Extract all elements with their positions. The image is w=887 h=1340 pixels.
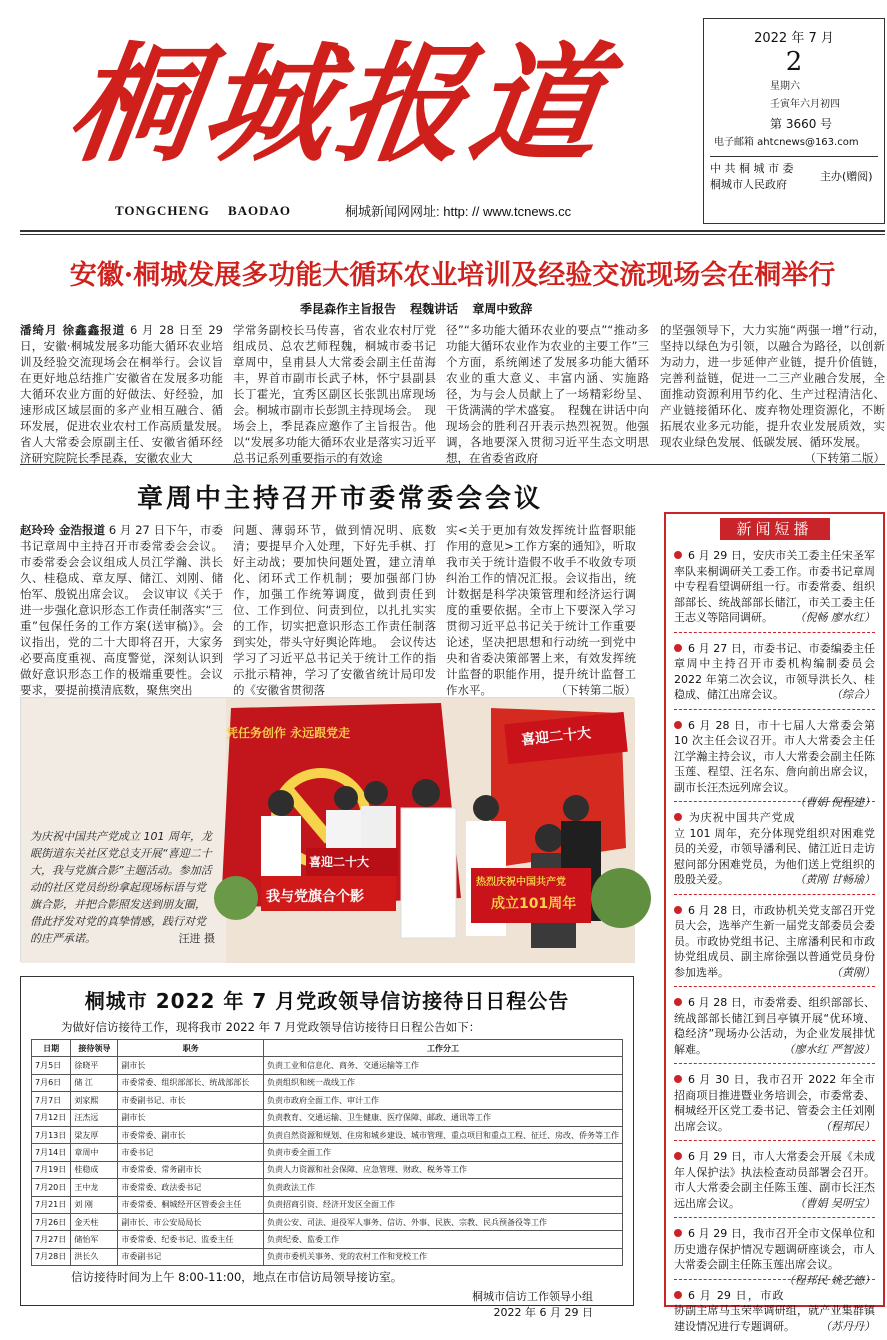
news-title: 新闻短播 (720, 518, 830, 540)
table-cell: 负责工业和信息化、商务、交通运输等工作 (264, 1057, 623, 1074)
table-cell: 负责教育、交通运输、卫生健康、医疗保障、邮政、通讯等工作 (264, 1109, 623, 1126)
issue-date: 2022 年 7 月 (710, 27, 878, 46)
table-cell: 7月13日 (32, 1126, 71, 1143)
table-cell: 徐晓平 (71, 1057, 118, 1074)
table-cell: 桂稳成 (71, 1161, 118, 1178)
bullet-icon (674, 721, 682, 729)
masthead-pinyin: TONGCHENG BAODAO (115, 203, 291, 219)
table-cell: 副市长 (118, 1109, 264, 1126)
table-cell: 负责人力资源和社会保障、应急管理、财政、税务等工作 (264, 1161, 623, 1178)
issue-lunar: 壬寅年六月初四 (770, 96, 878, 114)
table-cell: 负责自然资源和规划、住房和城乡建设、城市管理、重点项目和重点工程、征迁、房改、侨务等工作 (264, 1126, 623, 1143)
photo-credit: 汪进 摄 (179, 930, 216, 947)
table-row (32, 1231, 623, 1248)
table-cell: 市委常委、常务副市长 (118, 1161, 264, 1178)
bullet-icon (674, 644, 682, 652)
article1-subhead: 季昆森作主旨报告 程魏讲话 章周中致辞 (300, 300, 532, 317)
bullet-icon (674, 906, 682, 914)
bullet-icon (674, 551, 682, 559)
section-rule (20, 464, 885, 465)
article2-text3: 实<关于更加有效发挥统计监督职能作用的意见>工作方案的通知》，听取我市关于统计造假不收手不收敛专项纠治工作的情况汇报。会议指出，统计数据是科学决策管理和经济运行调度的重要依据。全市上下要深入学习贯彻习近平总书记关于统计工作重要论述，坚决把思想和行动统一到党中央和省委决策部署上来，有效发挥统计监督的职能作用，提升统计监督工作水平。 (446, 523, 636, 697)
news-item-text: 6 月 29 日，市人大常委会开展《未成年人保护法》执法检查动员部署会召开。市人大常委会副主任陈玉莲、副市长汪杰远出席会议。 (674, 1150, 875, 1210)
notice-sign-org: 桐城市信访工作领导小组 (31, 1289, 593, 1305)
table-header: 日期 (32, 1040, 71, 1057)
photo-sign2: 我与党旗合个影 (266, 886, 364, 906)
article2-col2: 问题、薄弱环节，做到情况明、底数清；要提早介入处理，下好先手棋、打好主动战；要加快问题处置，建立清单化、闭环式工作机制；要加强部门协作，加强工作统筹调度，做到责任到位、工作到位、问责到位，以扎扎实实的工作，切实把意识形态工作责任制落到实处，带头守好舆论阵地。 会议传达学习了习近平总书记关于统计工作的指示批示精神，学习了安徽省统计局印发的《安徽省贯彻落 (233, 522, 436, 698)
masthead-rule (20, 230, 885, 232)
news-item (674, 1149, 875, 1218)
table-header: 工作分工 (264, 1040, 623, 1057)
table-cell: 市委副书记 (118, 1248, 264, 1265)
photo-caption (30, 828, 215, 947)
table-cell: 梁友厚 (71, 1126, 118, 1143)
table-cell: 负责公安、司法、退役军人事务、信访、外事、民族、宗教、民兵预备役等工作 (264, 1213, 623, 1230)
article2-byline: 赵玲玲 金浩报道 (20, 523, 105, 537)
bullet-icon (674, 1229, 682, 1237)
table-cell: 储怡军 (71, 1231, 118, 1248)
notice-sign-date: 2022 年 6 月 29 日 (31, 1305, 593, 1321)
notice-footer: 信访接待时间为上午 8:00-11:00，地点在市信访局领导接访室。 (71, 1269, 623, 1285)
table-cell: 7月7日 (32, 1092, 71, 1109)
table-header-row (32, 1040, 623, 1057)
article2-col3 (446, 522, 636, 698)
table-cell: 负责市委机关事务、党的农村工作和党校工作 (264, 1248, 623, 1265)
table-cell: 7月19日 (32, 1161, 71, 1178)
publisher-line2: 桐城市人民政府 (710, 177, 820, 193)
table-row (32, 1057, 623, 1074)
table-row (32, 1144, 623, 1161)
photo-banner1: 凭任务创作 永远跟党走 (226, 726, 350, 741)
article2-headline: 章周中主持召开市委常委会会议 (20, 478, 660, 515)
news-item-source: （黄刚） (831, 965, 875, 981)
table-row (32, 1196, 623, 1213)
news-item (674, 810, 875, 895)
news-item-source: （倪畅 廖水红） (795, 610, 876, 626)
table-header: 接待领导 (71, 1040, 118, 1057)
table-cell: 负责市政府全面工作、审计工作 (264, 1092, 623, 1109)
news-item-source: （曹娟 倪程建） (795, 795, 876, 811)
news-item-source: （廖水红 严智波） (784, 1042, 876, 1058)
table-cell: 王中龙 (71, 1179, 118, 1196)
table-cell: 7月21日 (32, 1196, 71, 1213)
news-item (674, 718, 875, 803)
table-row (32, 1248, 623, 1265)
news-item-text: 6 月 29 日，市政协副主席马玉荣率调研组，就产业集群镇建设情况进行专题调研。 (674, 1289, 875, 1333)
bullet-icon (674, 998, 682, 1006)
article1-byline: 潘绮月 徐鑫鑫报道 (20, 323, 125, 337)
publisher-line1: 中 共 桐 城 市 委 (710, 161, 820, 177)
table-cell: 市委常委、桐城经开区管委会主任 (118, 1196, 264, 1213)
news-item-source: （程邦民） (820, 1119, 875, 1135)
table-header: 职务 (118, 1040, 264, 1057)
bullet-icon (674, 813, 682, 821)
table-cell: 副市长 (118, 1057, 264, 1074)
table-cell: 7月6日 (32, 1074, 71, 1091)
article1-col1 (20, 322, 223, 466)
table-cell: 7月27日 (32, 1231, 71, 1248)
table-row (32, 1161, 623, 1178)
table-cell: 金天柱 (71, 1213, 118, 1230)
issue-info-box (703, 18, 885, 224)
news-item (674, 995, 875, 1064)
table-cell: 市委副书记、市长 (118, 1092, 264, 1109)
table-cell: 洪长久 (71, 1248, 118, 1265)
article2-col1 (20, 522, 223, 698)
news-item (674, 903, 875, 988)
news-item-text: 6 月 29 日，安庆市关工委主任宋圣军率队来桐调研关工委工作。市委书记章周中专程看望调研组一行。市委常委、组织部部长、统战部部长储江，市关工委主任王志义等陪同调研。 (674, 549, 875, 624)
masthead-title: 桐城报道 (58, 18, 643, 193)
news-item-text: 6 月 28 日，市十七届人大常委会第 10 次主任会议召开。市人大常委会主任江学瀚主持会议，市人大常委会副主任陈玉莲、程望、汪名东、詹向前出席会议，副市长汪杰远列席会议。 (674, 719, 875, 794)
table-cell: 汪杰远 (71, 1109, 118, 1126)
news-item-text: 6 月 28 日，市委常委、组织部部长、统战部部长储江到吕亭镇开展“优环境、稳经济”现场办公活动，为企业发展排忧解难。 (674, 996, 875, 1056)
table-cell: 负责市委全面工作 (264, 1144, 623, 1161)
article1-text4: 的坚强领导下，大力实施“两强一增”行动，坚持以绿色为引领，以融合为路径，以创新为动力，进一步延伸产业链，提升价值链，完善利益链，促进一二三产业融合发展，全面推动资源利用节约化、生产过程清洁化、产业链接循环化、废弃物处理资源化，不断拓展农业多元功能，提升农业发展质效，实现农业绿色发展、低碳发展、循环发展。 (660, 323, 885, 449)
table-row (32, 1179, 623, 1196)
news-item (674, 1226, 875, 1280)
photo-sign3: 热烈庆祝中国共产党 (476, 873, 566, 888)
news-item-source: （苏丹丹） (820, 1319, 875, 1335)
table-row (32, 1074, 623, 1091)
news-item (674, 641, 875, 710)
news-item-source: （程邦民 姚艺德） (784, 1273, 876, 1289)
bullet-icon (674, 1152, 682, 1160)
table-cell: 7月28日 (32, 1248, 71, 1265)
bullet-icon (674, 1075, 682, 1083)
issue-email: 电子邮箱 ahtcnews@163.com (714, 134, 878, 152)
table-row (32, 1092, 623, 1109)
petition-notice (20, 976, 634, 1306)
photo-banner2: 喜迎二十大 (520, 722, 592, 749)
article1-col4 (660, 322, 885, 466)
table-cell: 7月14日 (32, 1144, 71, 1161)
notice-signature (31, 1289, 593, 1321)
news-item-source: （黄刚 甘畅瑜） (795, 872, 876, 888)
table-cell: 副市长、市公安局局长 (118, 1213, 264, 1230)
table-cell: 章周中 (71, 1144, 118, 1161)
article2-text1: 6 月 27 日下午，市委书记章周中主持召开市委常委会会议。市委常委会会议组成人员江学瀚、洪长久、桂稳成、章友厚、储江、刘刚、储怡军、殷锐出席会议。 会议审议《关于进一步强化意识形态工作责任制落实“三重”包保任务的工作方案(送审稿)》。会议指出，党的二十大即将召开，大家务必要高度重视、高度警觉，深刻认识到做好意识形态工作的极端重要性。会议要求，要提前摸清底数，聚焦突出 (20, 523, 223, 697)
table-cell: 7月26日 (32, 1213, 71, 1230)
article1-col3: 径”“多功能大循环农业的要点”“推动多功能大循环农业作为农业的主要工作”三个方面，系统阐述了发展多功能大循环农业的重大意义、丰富内涵、实施路径，为与会人员献上了一场精彩纷呈、干货满满的学术盛宴。 程魏在讲话中向现场会的胜利召开表示热烈祝贺。他强调，各地要深入贯彻习近平生态文明思想，在省委省政府 (446, 322, 649, 466)
news-item-source: （综合） (831, 687, 875, 703)
news-item-text: 为庆祝中国共产党成立 101 周年，充分体现党组织对困难党员的关爱，市领导潘利民、储江近日走访慰问部分困难党员，为他们送上党组织的殷殷关爱。 (674, 811, 875, 886)
table-cell: 负责政法工作 (264, 1179, 623, 1196)
masthead-site: 桐城新闻网网址: http: // www.tcnews.cc (345, 201, 571, 220)
table-cell: 市委常委、副市长 (118, 1126, 264, 1143)
photo-caption-text: 为庆祝中国共产党成立 101 周年，龙眠街道东关社区党总支开展“喜迎二十大，我与党旗合影”主题活动。参加活动的社区党员纷纷拿起现场标语与党旗合影，并把合影照发送到朋友圈，借此抒发对党的真挚情感，践行对党的庄严承诺。 (30, 830, 212, 945)
table-cell: 市委常委、纪委书记、监委主任 (118, 1231, 264, 1248)
news-item (674, 1072, 875, 1141)
news-item-text: 6 月 28 日，市政协机关党支部召开党员大会，选举产生新一届党支部委员会委员。市政协党组书记、主席潘利民和市政协党组成员、副主席徐强以普通党员身份参加选举。 (674, 904, 875, 979)
table-row (32, 1126, 623, 1143)
publisher-role: 主办(赠阅) (820, 161, 878, 193)
table-cell: 刘 刚 (71, 1196, 118, 1213)
table-cell: 市委常委、组织部部长、统战部部长 (118, 1074, 264, 1091)
table-row (32, 1109, 623, 1126)
table-cell: 7月5日 (32, 1057, 71, 1074)
news-item-text: 6 月 27 日，市委书记、市委编委主任章周中主持召开市委机构编制委员会 2022 年第二次会议，市领导洪长久、桂稳成、储江出席会议。 (674, 642, 875, 702)
notice-intro: 为做好信访接待工作，现将我市 2022 年 7 月党政领导信访接待日日程公告如下： (61, 1019, 623, 1035)
news-briefs (664, 512, 885, 1307)
table-cell: 负责纪委、监委工作 (264, 1231, 623, 1248)
issue-number: 第 3660 号 (770, 114, 878, 134)
article1-headline: 安徽·桐城发展多功能大循环农业培训及经验交流现场会在桐举行 (20, 253, 885, 292)
news-item-source: （曹娟 吴明宝） (795, 1196, 876, 1212)
table-row (32, 1213, 623, 1230)
photo-sign1: 喜迎二十大 (309, 853, 369, 870)
table-cell: 储 江 (71, 1074, 118, 1091)
bullet-icon (674, 1291, 682, 1299)
article2-continue: （下转第二版） (556, 682, 637, 698)
news-item (674, 1288, 875, 1340)
article1-col2: 学常务副校长马传喜，省农业农村厅党组成员、总农艺师程魏，桐城市委书记章周中，皇甫县人大常委会副主任苗海丰，界首市副市长武子林，怀宁县副县长丁霍光，宜秀区副区长张凯出席现场会。桐城市副市长彭凯主持现场会。 现场会上，季昆森应邀作了主旨报告。他以“发展多功能大循环农业是落实习近平总书记系列重要指示的有效途 (233, 322, 436, 466)
publisher (710, 161, 878, 193)
news-item (674, 548, 875, 633)
news-item-text: 6 月 29 日，我市召开全市文保单位和历史遗存保护情况专题调研座谈会，市人大常委会副主任陈玉莲出席会议。 (674, 1227, 875, 1271)
table-cell: 负责组织和统一战线工作 (264, 1074, 623, 1091)
table-cell: 7月20日 (32, 1179, 71, 1196)
table-cell: 负责招商引资、经济开发区全面工作 (264, 1196, 623, 1213)
notice-title: 桐城市 2022 年 7 月党政领导信访接待日日程公告 (31, 985, 623, 1014)
issue-weekday: 星期六 (770, 78, 878, 96)
issue-day: 2 (710, 46, 878, 78)
photo-sign4: 成立101周年 (491, 893, 576, 913)
table-cell: 市委书记 (118, 1144, 264, 1161)
table-cell: 7月12日 (32, 1109, 71, 1126)
article1-text1: 6 月 28 日至 29 日，安徽·桐城发展多功能大循环农业培训及经验交流现场会在桐举行。会议旨在更好地总结推广安徽省在发展多功能大循环农业方面的好做法、好经验，加速形成区域层面的多产业相互融合、循环发展，促进农业农村工作高质量发展。 省人大常委会原副主任、安徽省循环经济研究院院长季昆森，安徽农业大 (20, 323, 235, 465)
article1-continue: （下转第二版） (805, 450, 886, 466)
table-cell: 市委常委、政法委书记 (118, 1179, 264, 1196)
notice-table (31, 1039, 623, 1266)
news-item-text: 6 月 30 日，我市召开 2022 年全市招商项目推进暨业务培训会，市委常委、桐城经开区党工委书记、管委会主任刘刚出席会议。 (674, 1073, 875, 1133)
masthead-rule-thin (20, 234, 885, 235)
table-cell: 刘家熙 (71, 1092, 118, 1109)
